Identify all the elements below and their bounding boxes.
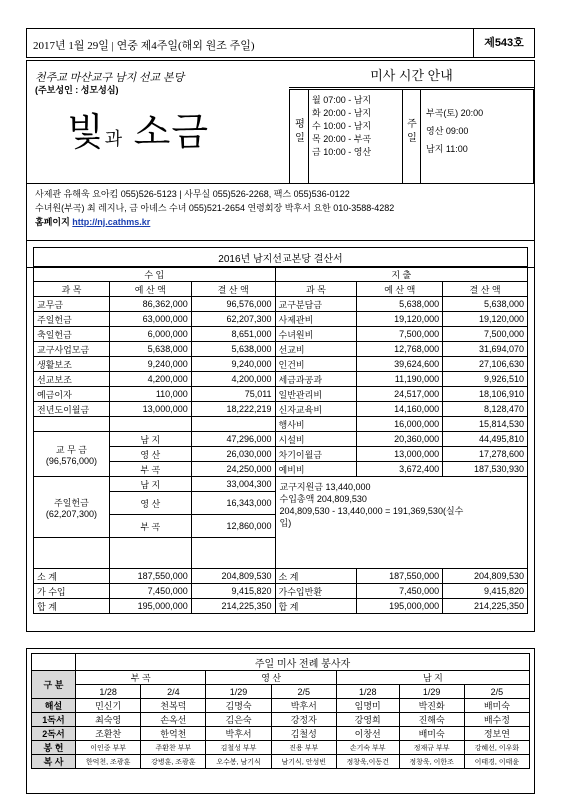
table-cell: 9,926,510 bbox=[443, 372, 528, 387]
service-cell: 김은숙 bbox=[206, 713, 271, 727]
kyomu-label: 교 무 금 (96,576,000) bbox=[34, 432, 110, 477]
table-row: 영 산 26,030,000 차기이월금 13,000,000 17,278,600 bbox=[34, 447, 528, 462]
homepage-line bbox=[35, 215, 150, 228]
table-row bbox=[34, 372, 528, 387]
financial-report bbox=[26, 240, 535, 632]
date-line: 2017년 1월 29일 | 연중 제4주일(해외 원조 주일) bbox=[33, 40, 255, 52]
table-cell: 39,624,600 bbox=[357, 357, 443, 372]
mass-schedule-grid bbox=[289, 89, 534, 184]
service-cell: 진용 부부 bbox=[271, 741, 336, 755]
table-cell: 일반관리비 bbox=[275, 387, 357, 402]
service-cell: 박후서 bbox=[206, 727, 271, 741]
service-role-label: 봉 헌 bbox=[32, 741, 76, 755]
title-salt: 소금 bbox=[133, 112, 210, 154]
table-cell: 19,120,000 bbox=[443, 312, 528, 327]
table-cell: 18,106,910 bbox=[443, 387, 528, 402]
date-row: 1/28 2/4 1/29 2/5 1/28 1/29 2/5 bbox=[32, 685, 530, 699]
mass-schedule-title: 미사 시간 안내 bbox=[289, 65, 534, 88]
table-cell: 8,128,470 bbox=[443, 402, 528, 417]
table-cell: 5,638,000 bbox=[191, 342, 275, 357]
title-light: 빛 bbox=[67, 112, 105, 154]
group-label: 구 분 bbox=[32, 671, 76, 699]
table-row bbox=[34, 342, 528, 357]
financial-report-table bbox=[33, 247, 528, 614]
table-cell: 7,500,000 bbox=[443, 327, 528, 342]
contact-line-1: 사제관 유해욱 요아킴 055)526-5123 | 사무실 055)526-2268, 팩스 055)536-0122 bbox=[35, 189, 350, 199]
service-cell: 진해숙 bbox=[399, 713, 464, 727]
table-row bbox=[34, 312, 528, 327]
table-row: 부 곡 24,250,000 예비비 3,672,400 187,530,930 bbox=[34, 462, 528, 477]
service-cell: 손옥선 bbox=[141, 713, 206, 727]
sunday-label: 주 일 bbox=[407, 119, 417, 144]
service-row bbox=[32, 713, 530, 727]
table-cell: 5,638,000 bbox=[443, 297, 528, 312]
service-row bbox=[32, 755, 530, 769]
service-cell: 오수봉, 남기식 bbox=[206, 755, 271, 769]
income-note: 교구지원금 13,440,000 수입총액 204,809,530 204,809,530 - 13,440,000 = 191,369,530(실수 입) bbox=[275, 477, 527, 569]
table-row: 주일헌금 (62,207,300) 남 지 33,004,300 교구지원금 13,440,000 수입총액 204,809,530 204,809,530 - 13,440,000 = 191,369,530(실수 입) bbox=[34, 477, 528, 492]
contact-line-2: 수녀원(부곡) 최 레지나, 금 아녜스 수녀 055)521-2654 연령회장 박후서 요한 010-3588-4282 bbox=[35, 203, 395, 213]
table-cell: 11,190,000 bbox=[357, 372, 443, 387]
patron-saint: (주보성인 : 성모성심) bbox=[35, 85, 119, 95]
income-header: 수 입 bbox=[34, 267, 276, 282]
table-cell: 생활보조 bbox=[34, 357, 110, 372]
service-cell: 최숙영 bbox=[76, 713, 141, 727]
table-cell: 31,694,070 bbox=[443, 342, 528, 357]
table-cell: 6,000,000 bbox=[109, 327, 191, 342]
table-cell: 선교보조 bbox=[34, 372, 110, 387]
service-cell: 박진화 bbox=[399, 699, 464, 713]
table-cell: 27,106,630 bbox=[443, 357, 528, 372]
table-cell: 13,000,000 bbox=[109, 402, 191, 417]
service-cell: 배수정 bbox=[464, 713, 529, 727]
table-cell: 교구사업모금 bbox=[34, 342, 110, 357]
service-cell: 정보연 bbox=[464, 727, 529, 741]
service-cell: 강병훈, 조광훈 bbox=[141, 755, 206, 769]
sunday-offering-label: 주일헌금 (62,207,300) bbox=[34, 477, 110, 538]
service-cell: 임명미 bbox=[336, 699, 399, 713]
service-cell: 한억천 bbox=[141, 727, 206, 741]
service-row bbox=[32, 741, 530, 755]
table-cell: 86,362,000 bbox=[109, 297, 191, 312]
table-cell: 62,207,300 bbox=[191, 312, 275, 327]
service-cell: 이태경, 이태윤 bbox=[464, 755, 529, 769]
table-cell: 4,200,000 bbox=[191, 372, 275, 387]
service-roster bbox=[26, 648, 535, 794]
homepage-label: 홈페이지 bbox=[35, 217, 70, 227]
table-row bbox=[34, 357, 528, 372]
table-cell: 8,651,000 bbox=[191, 327, 275, 342]
service-cell: 정창욱,이동건 bbox=[336, 755, 399, 769]
table-cell: 110,000 bbox=[109, 387, 191, 402]
table-cell: 교무금 bbox=[34, 297, 110, 312]
service-role-label: 복 사 bbox=[32, 755, 76, 769]
table-cell: 5,638,000 bbox=[109, 342, 191, 357]
table-cell: 선교비 bbox=[275, 342, 357, 357]
service-cell: 김철성 bbox=[271, 727, 336, 741]
service-cell: 배미숙 bbox=[464, 699, 529, 713]
table-cell: 14,160,000 bbox=[357, 402, 443, 417]
service-roster-title: 주일 미사 전례 봉사자 bbox=[76, 654, 530, 671]
service-cell: 김철성 부부 bbox=[206, 741, 271, 755]
service-cell: 천복덕 bbox=[141, 699, 206, 713]
table-row: 영 산 16,343,000 bbox=[34, 492, 528, 515]
table-cell: 19,120,000 bbox=[357, 312, 443, 327]
weekday-label: 평 일 bbox=[295, 119, 305, 144]
table-cell: 예금이자 bbox=[34, 387, 110, 402]
service-cell: 손기숙 부부 bbox=[336, 741, 399, 755]
service-role-label: 1독서 bbox=[32, 713, 76, 727]
table-cell: 주일헌금 bbox=[34, 312, 110, 327]
table-cell: 교구분담금 bbox=[275, 297, 357, 312]
parish-name: 천주교 마산교구 남지 선교 본당 bbox=[35, 72, 185, 84]
total-row: 합 계 195,000,000 214,225,350 합 계 195,000,000 214,225,350 bbox=[34, 599, 528, 614]
service-cell: 이창선 bbox=[336, 727, 399, 741]
table-row: 부 곡 12,860,000 bbox=[34, 515, 528, 538]
service-cell: 강정자 bbox=[271, 713, 336, 727]
table-cell: 18,222,219 bbox=[191, 402, 275, 417]
table-row bbox=[34, 402, 528, 417]
table-cell: 세금과공과 bbox=[275, 372, 357, 387]
table-cell: 5,638,000 bbox=[357, 297, 443, 312]
table-row bbox=[34, 327, 528, 342]
table-cell: 7,500,000 bbox=[357, 327, 443, 342]
service-cell: 한억천, 조광훈 bbox=[76, 755, 141, 769]
financial-report-title: 2016년 남지선교본당 결산서 bbox=[34, 248, 528, 267]
table-cell: 75,011 bbox=[191, 387, 275, 402]
service-cell: 김명숙 bbox=[206, 699, 271, 713]
service-cell: 민신기 bbox=[76, 699, 141, 713]
service-role-label: 해설 bbox=[32, 699, 76, 713]
bulletin-title bbox=[67, 101, 209, 156]
title-and: 과 bbox=[104, 129, 124, 149]
table-cell: 9,240,000 bbox=[191, 357, 275, 372]
table-cell: 4,200,000 bbox=[109, 372, 191, 387]
service-row bbox=[32, 699, 530, 713]
homepage-link[interactable]: http://nj.cathms.kr bbox=[72, 217, 151, 227]
parish-info-block bbox=[26, 60, 535, 268]
subtotal-row: 소 계 187,550,000 204,809,530 소 계 187,550,000 204,809,530 bbox=[34, 569, 528, 584]
table-cell: 12,768,000 bbox=[357, 342, 443, 357]
expense-header: 지 출 bbox=[275, 267, 527, 282]
table-cell: 96,576,000 bbox=[191, 297, 275, 312]
service-role-label: 2독서 bbox=[32, 727, 76, 741]
service-cell: 박후서 bbox=[271, 699, 336, 713]
table-cell: 24,517,000 bbox=[357, 387, 443, 402]
table-cell: 9,240,000 bbox=[109, 357, 191, 372]
table-row: 행사비 16,000,000 15,814,530 bbox=[34, 417, 528, 432]
table-row bbox=[34, 387, 528, 402]
bulletin-header bbox=[26, 28, 535, 58]
service-cell: 주환찬 부부 bbox=[141, 741, 206, 755]
table-cell: 사제관비 bbox=[275, 312, 357, 327]
table-cell: 인건비 bbox=[275, 357, 357, 372]
provisional-row: 가 수입 7,450,000 9,415,820 가수입반환 7,450,000 9,415,820 bbox=[34, 584, 528, 599]
weekday-times: 월 07:00 - 남지 화 20:00 - 남지 수 10:00 - 남지 목 20:00 - 부곡 금 10:00 - 영산 bbox=[312, 95, 372, 157]
place-row: 구 분 부 곡 영 산 남 지 bbox=[32, 671, 530, 685]
service-cell: 배미숙 bbox=[399, 727, 464, 741]
service-roster-table bbox=[31, 653, 530, 769]
service-cell: 강영희 bbox=[336, 713, 399, 727]
table-cell: 축일헌금 bbox=[34, 327, 110, 342]
service-cell: 남기식, 안성빈 bbox=[271, 755, 336, 769]
table-cell: 신자교육비 bbox=[275, 402, 357, 417]
service-cell: 강혜선, 이우화 bbox=[464, 741, 529, 755]
table-row: 교 무 금 (96,576,000) 남 지 47,296,000 시설비 20,360,000 44,495,810 bbox=[34, 432, 528, 447]
service-row bbox=[32, 727, 530, 741]
table-cell: 63,000,000 bbox=[109, 312, 191, 327]
service-cell: 이인중 부부 bbox=[76, 741, 141, 755]
service-cell: 조환찬 bbox=[76, 727, 141, 741]
table-cell: 전년도이월금 bbox=[34, 402, 110, 417]
service-cell: 정재규 부부 bbox=[399, 741, 464, 755]
service-cell: 정창욱, 이한조 bbox=[399, 755, 464, 769]
table-cell: 수녀원비 bbox=[275, 327, 357, 342]
column-headers: 과 목 예 산 액 결 산 액 과 목 예 산 액 결 산 액 bbox=[34, 282, 528, 297]
sunday-times: 부곡(토) 20:00 영산 09:00 남지 11:00 bbox=[426, 108, 484, 154]
table-row bbox=[34, 297, 528, 312]
issue-number: 제543호 bbox=[473, 29, 534, 57]
